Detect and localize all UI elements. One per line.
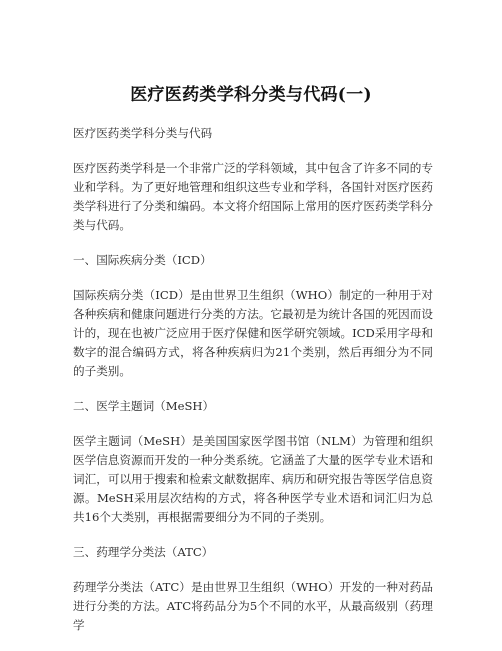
document-subtitle: 医疗医药类学科分类与代码	[73, 126, 213, 140]
intro-paragraph: 医疗医药类学科是一个非常广泛的学科领域，其中包含了许多不同的专业和学科。为了更好地管理和组织这些专业和学科，各国针对医疗医药类学科进行了分类和编码。本文将介绍国际上常用的医疗医药类学科分类与代码。	[73, 161, 433, 232]
document-title: 医疗医药类学科分类与代码(一)	[130, 85, 372, 105]
section-body-icd: 国际疾病分类（ICD）是由世界卫生组织（WHO）制定的一种用于对各种疾病和健康问题进行分类的方法。它最初是为统计各国的死因而设计的，现在也被广泛应用于医疗保健和医学研究领域。ICD采用字母和数字的混合编码方式，将各种疾病归为21个类别，然后再细分为不同的子类别。	[73, 288, 433, 378]
section-body-mesh: 医学主题词（MeSH）是美国国家医学图书馆（NLM）为管理和组织医学信息资源而开发的一种分类系统。它涵盖了大量的医学专业术语和词汇，可以用于搜索和检索文献数据库、病历和研究报告等医学信息资源。MeSH采用层次结构的方式，将各种医学专业术语和词汇归为总共16个大类别，再根据需要细分为不同的子类别。	[73, 434, 433, 524]
section-heading-icd: 一、国际疾病分类（ICD）	[73, 253, 212, 267]
section-heading-mesh: 二、医学主题词（MeSH）	[73, 399, 215, 413]
section-body-atc: 药理学分类法（ATC）是由世界卫生组织（WHO）开发的一种对药品进行分类的方法。ATC将药品分为5个不同的水平，从最高级别（药理学	[73, 580, 433, 632]
document-body	[73, 124, 433, 651]
section-heading-atc: 三、药理学分类法（ATC）	[73, 545, 214, 559]
